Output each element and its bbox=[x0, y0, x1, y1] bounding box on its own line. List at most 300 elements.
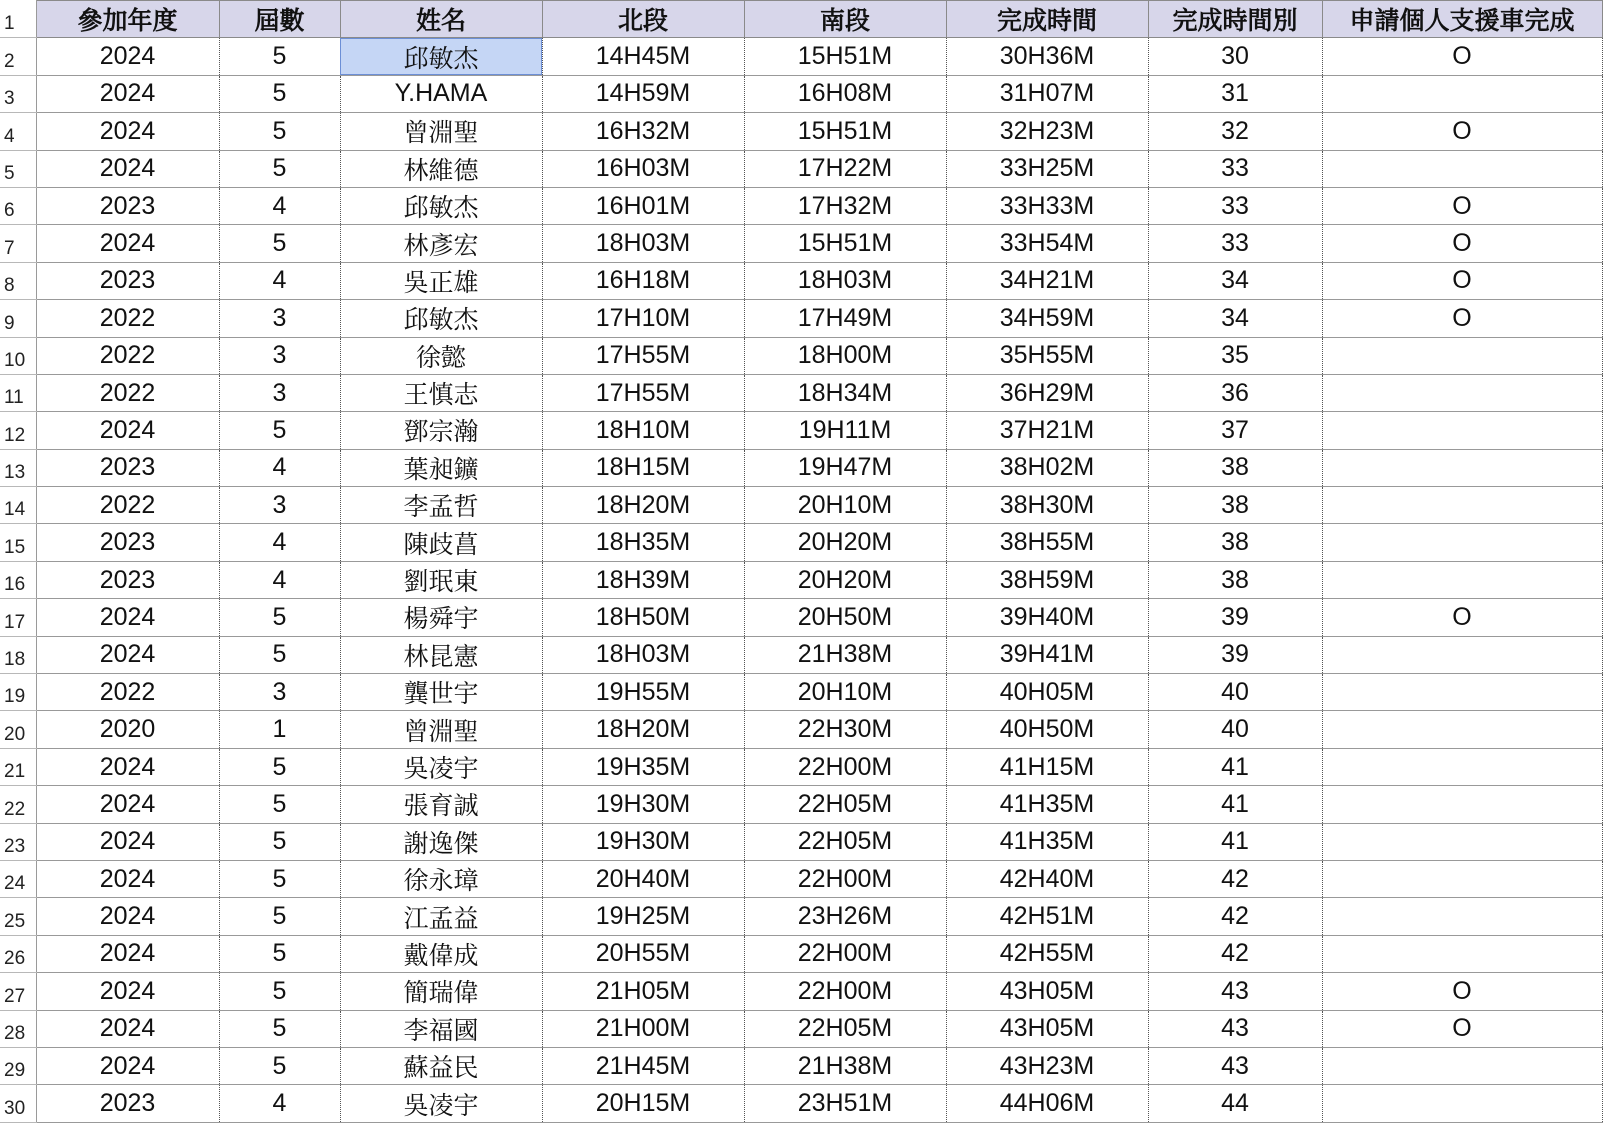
cell-year[interactable]: 2023 bbox=[36, 262, 219, 299]
cell-finish-time[interactable]: 43H05M bbox=[946, 1010, 1148, 1047]
cell-support-car[interactable] bbox=[1322, 823, 1602, 860]
cell-finish-bracket[interactable]: 40 bbox=[1148, 674, 1322, 711]
cell-north[interactable]: 18H50M bbox=[542, 599, 744, 636]
cell-south[interactable]: 17H22M bbox=[744, 150, 946, 187]
row-number[interactable]: 14 bbox=[0, 487, 36, 524]
cell-south[interactable]: 18H00M bbox=[744, 337, 946, 374]
cell-support-car[interactable]: O bbox=[1322, 225, 1602, 262]
cell-finish-time[interactable]: 30H36M bbox=[946, 38, 1148, 75]
cell-finish-bracket[interactable]: 41 bbox=[1148, 823, 1322, 860]
cell-name[interactable]: 李孟哲 bbox=[340, 487, 542, 524]
cell-finish-time[interactable]: 38H30M bbox=[946, 487, 1148, 524]
table-row bbox=[0, 748, 1602, 785]
cell-south[interactable]: 18H34M bbox=[744, 374, 946, 411]
cell-support-car[interactable] bbox=[1322, 935, 1602, 972]
cell-name[interactable]: 蘇益民 bbox=[340, 1047, 542, 1084]
cell-south[interactable]: 20H10M bbox=[744, 487, 946, 524]
cell-edition[interactable]: 5 bbox=[219, 823, 340, 860]
cell-finish-bracket[interactable]: 33 bbox=[1148, 225, 1322, 262]
row-number[interactable]: 13 bbox=[0, 449, 36, 486]
cell-finish-time[interactable]: 40H05M bbox=[946, 674, 1148, 711]
cell-edition[interactable]: 5 bbox=[219, 1010, 340, 1047]
cell-edition[interactable]: 5 bbox=[219, 113, 340, 150]
cell-name[interactable]: 簡瑞偉 bbox=[340, 973, 542, 1010]
cell-name[interactable]: Y.HAMA bbox=[340, 75, 542, 112]
cell-name[interactable]: 鄧宗瀚 bbox=[340, 412, 542, 449]
table-row bbox=[0, 935, 1602, 972]
cell-north[interactable]: 19H35M bbox=[542, 748, 744, 785]
cell-south[interactable]: 15H51M bbox=[744, 225, 946, 262]
cell-name[interactable]: 邱敏杰 bbox=[340, 187, 542, 224]
cell-south[interactable]: 22H05M bbox=[744, 823, 946, 860]
column-header-edition[interactable]: 屆數 bbox=[219, 1, 340, 38]
cell-south[interactable]: 15H51M bbox=[744, 113, 946, 150]
cell-finish-time[interactable]: 43H23M bbox=[946, 1047, 1148, 1084]
table-row bbox=[0, 449, 1602, 486]
cell-name[interactable]: 楊舜宇 bbox=[340, 599, 542, 636]
cell-support-car[interactable] bbox=[1322, 150, 1602, 187]
table-row bbox=[0, 973, 1602, 1010]
cell-finish-time[interactable]: 39H41M bbox=[946, 636, 1148, 673]
cell-finish-time[interactable]: 34H59M bbox=[946, 300, 1148, 337]
cell-finish-time[interactable]: 33H33M bbox=[946, 187, 1148, 224]
cell-edition[interactable]: 5 bbox=[219, 1047, 340, 1084]
table-row bbox=[0, 711, 1602, 748]
cell-edition[interactable]: 5 bbox=[219, 898, 340, 935]
cell-south[interactable]: 17H49M bbox=[744, 300, 946, 337]
cell-year[interactable]: 2020 bbox=[36, 711, 219, 748]
cell-south[interactable]: 21H38M bbox=[744, 636, 946, 673]
cell-finish-bracket[interactable]: 43 bbox=[1148, 1047, 1322, 1084]
cell-south[interactable]: 22H00M bbox=[744, 748, 946, 785]
cell-name[interactable]: 曾淵聖 bbox=[340, 711, 542, 748]
table-row bbox=[0, 524, 1602, 561]
cell-finish-bracket[interactable]: 34 bbox=[1148, 300, 1322, 337]
cell-south[interactable]: 22H00M bbox=[744, 935, 946, 972]
cell-south[interactable]: 22H00M bbox=[744, 973, 946, 1010]
cell-support-car[interactable] bbox=[1322, 449, 1602, 486]
cell-support-car[interactable] bbox=[1322, 1047, 1602, 1084]
cell-support-car[interactable]: O bbox=[1322, 300, 1602, 337]
column-header-finish-time[interactable]: 完成時間 bbox=[946, 1, 1148, 38]
cell-year[interactable]: 2024 bbox=[36, 636, 219, 673]
cell-north[interactable]: 14H45M bbox=[542, 38, 744, 75]
cell-support-car[interactable] bbox=[1322, 711, 1602, 748]
cell-north[interactable]: 14H59M bbox=[542, 75, 744, 112]
table-row bbox=[0, 262, 1602, 299]
cell-south[interactable]: 20H10M bbox=[744, 674, 946, 711]
cell-finish-time[interactable]: 38H02M bbox=[946, 449, 1148, 486]
cell-south[interactable]: 19H11M bbox=[744, 412, 946, 449]
cell-north[interactable]: 20H55M bbox=[542, 935, 744, 972]
cell-support-car[interactable] bbox=[1322, 75, 1602, 112]
cell-name[interactable]: 吳凌宇 bbox=[340, 1085, 542, 1122]
cell-finish-time[interactable]: 42H40M bbox=[946, 860, 1148, 897]
cell-edition[interactable]: 3 bbox=[219, 300, 340, 337]
cell-edition[interactable]: 5 bbox=[219, 225, 340, 262]
cell-finish-time[interactable]: 41H35M bbox=[946, 786, 1148, 823]
cell-finish-bracket[interactable]: 31 bbox=[1148, 75, 1322, 112]
row-number[interactable]: 3 bbox=[0, 75, 36, 112]
cell-north[interactable]: 19H25M bbox=[542, 898, 744, 935]
cell-edition[interactable]: 1 bbox=[219, 711, 340, 748]
cell-name[interactable]: 龔世宇 bbox=[340, 674, 542, 711]
table-row bbox=[0, 1010, 1602, 1047]
cell-finish-time[interactable]: 37H21M bbox=[946, 412, 1148, 449]
cell-edition[interactable]: 4 bbox=[219, 524, 340, 561]
cell-support-car[interactable]: O bbox=[1322, 1010, 1602, 1047]
cell-finish-time[interactable]: 42H51M bbox=[946, 898, 1148, 935]
cell-year[interactable]: 2024 bbox=[36, 150, 219, 187]
table-row bbox=[0, 300, 1602, 337]
cell-support-car[interactable] bbox=[1322, 412, 1602, 449]
table-row bbox=[0, 225, 1602, 262]
cell-finish-bracket[interactable]: 38 bbox=[1148, 524, 1322, 561]
cell-edition[interactable]: 3 bbox=[219, 374, 340, 411]
cell-finish-bracket[interactable]: 38 bbox=[1148, 561, 1322, 598]
cell-finish-time[interactable]: 35H55M bbox=[946, 337, 1148, 374]
cell-support-car[interactable]: O bbox=[1322, 599, 1602, 636]
cell-south[interactable]: 22H00M bbox=[744, 860, 946, 897]
table-row bbox=[0, 113, 1602, 150]
cell-finish-bracket[interactable]: 43 bbox=[1148, 1010, 1322, 1047]
cell-north[interactable]: 16H18M bbox=[542, 262, 744, 299]
cell-north[interactable]: 16H01M bbox=[542, 187, 744, 224]
cell-finish-time[interactable]: 40H50M bbox=[946, 711, 1148, 748]
cell-north[interactable]: 18H35M bbox=[542, 524, 744, 561]
cell-year[interactable]: 2024 bbox=[36, 1010, 219, 1047]
table-row bbox=[0, 898, 1602, 935]
row-number[interactable]: 6 bbox=[0, 187, 36, 224]
table-row bbox=[0, 150, 1602, 187]
cell-support-car[interactable] bbox=[1322, 748, 1602, 785]
cell-north[interactable]: 19H30M bbox=[542, 823, 744, 860]
table-row bbox=[0, 1085, 1602, 1122]
cell-finish-bracket[interactable]: 42 bbox=[1148, 935, 1322, 972]
row-number[interactable]: 11 bbox=[0, 374, 36, 411]
cell-edition[interactable]: 5 bbox=[219, 860, 340, 897]
row-number[interactable]: 18 bbox=[0, 636, 36, 673]
cell-north[interactable]: 18H20M bbox=[542, 711, 744, 748]
row-number[interactable]: 27 bbox=[0, 973, 36, 1010]
row-number[interactable]: 10 bbox=[0, 337, 36, 374]
cell-south[interactable]: 19H47M bbox=[744, 449, 946, 486]
cell-support-car[interactable]: O bbox=[1322, 113, 1602, 150]
cell-name[interactable]: 張育誠 bbox=[340, 786, 542, 823]
cell-north[interactable]: 18H20M bbox=[542, 487, 744, 524]
cell-finish-bracket[interactable]: 43 bbox=[1148, 973, 1322, 1010]
cell-edition[interactable]: 4 bbox=[219, 1085, 340, 1122]
row-number[interactable]: 15 bbox=[0, 524, 36, 561]
cell-year[interactable]: 2024 bbox=[36, 75, 219, 112]
row-number[interactable]: 17 bbox=[0, 599, 36, 636]
cell-year[interactable]: 2023 bbox=[36, 561, 219, 598]
cell-year[interactable]: 2023 bbox=[36, 1085, 219, 1122]
row-number[interactable]: 29 bbox=[0, 1047, 36, 1084]
cell-south[interactable]: 20H50M bbox=[744, 599, 946, 636]
row-number[interactable]: 5 bbox=[0, 150, 36, 187]
row-number[interactable]: 20 bbox=[0, 711, 36, 748]
cell-edition[interactable]: 3 bbox=[219, 487, 340, 524]
cell-finish-time[interactable]: 41H35M bbox=[946, 823, 1148, 860]
cell-finish-time[interactable]: 42H55M bbox=[946, 935, 1148, 972]
cell-support-car[interactable] bbox=[1322, 636, 1602, 673]
cell-finish-bracket[interactable]: 42 bbox=[1148, 898, 1322, 935]
cell-edition[interactable]: 5 bbox=[219, 786, 340, 823]
cell-name[interactable]: 吳凌宇 bbox=[340, 748, 542, 785]
table-row bbox=[0, 786, 1602, 823]
cell-edition[interactable]: 4 bbox=[219, 561, 340, 598]
cell-name[interactable]: 曾淵聖 bbox=[340, 113, 542, 150]
cell-south[interactable]: 22H30M bbox=[744, 711, 946, 748]
cell-support-car[interactable] bbox=[1322, 337, 1602, 374]
cell-year[interactable]: 2024 bbox=[36, 1047, 219, 1084]
table-row bbox=[0, 75, 1602, 112]
cell-finish-bracket[interactable]: 39 bbox=[1148, 599, 1322, 636]
cell-north[interactable]: 19H55M bbox=[542, 674, 744, 711]
cell-south[interactable]: 20H20M bbox=[744, 561, 946, 598]
cell-edition[interactable]: 3 bbox=[219, 337, 340, 374]
row-number[interactable]: 8 bbox=[0, 262, 36, 299]
cell-south[interactable]: 22H05M bbox=[744, 786, 946, 823]
table-row bbox=[0, 599, 1602, 636]
cell-name[interactable]: 陳歧菖 bbox=[340, 524, 542, 561]
cell-north[interactable]: 18H03M bbox=[542, 225, 744, 262]
table-row bbox=[0, 674, 1602, 711]
cell-finish-bracket[interactable]: 37 bbox=[1148, 412, 1322, 449]
cell-year[interactable]: 2022 bbox=[36, 487, 219, 524]
cell-support-car[interactable] bbox=[1322, 860, 1602, 897]
table-row bbox=[0, 412, 1602, 449]
cell-edition[interactable]: 5 bbox=[219, 748, 340, 785]
table-row bbox=[0, 187, 1602, 224]
cell-north[interactable]: 20H15M bbox=[542, 1085, 744, 1122]
cell-finish-time[interactable]: 41H15M bbox=[946, 748, 1148, 785]
cell-support-car[interactable] bbox=[1322, 524, 1602, 561]
cell-edition[interactable]: 3 bbox=[219, 674, 340, 711]
cell-support-car[interactable] bbox=[1322, 786, 1602, 823]
cell-south[interactable]: 17H32M bbox=[744, 187, 946, 224]
cell-year[interactable]: 2024 bbox=[36, 412, 219, 449]
cell-north[interactable]: 19H30M bbox=[542, 786, 744, 823]
table-row bbox=[0, 337, 1602, 374]
cell-year[interactable]: 2024 bbox=[36, 748, 219, 785]
cell-year[interactable]: 2023 bbox=[36, 524, 219, 561]
cell-finish-time[interactable]: 31H07M bbox=[946, 75, 1148, 112]
cell-finish-time[interactable]: 38H59M bbox=[946, 561, 1148, 598]
cell-year[interactable]: 2024 bbox=[36, 898, 219, 935]
cell-support-car[interactable]: O bbox=[1322, 38, 1602, 75]
cell-support-car[interactable] bbox=[1322, 898, 1602, 935]
cell-finish-bracket[interactable]: 33 bbox=[1148, 187, 1322, 224]
cell-south[interactable]: 22H05M bbox=[744, 1010, 946, 1047]
cell-finish-bracket[interactable]: 40 bbox=[1148, 711, 1322, 748]
cell-finish-bracket[interactable]: 41 bbox=[1148, 748, 1322, 785]
column-header-south[interactable]: 南段 bbox=[744, 1, 946, 38]
cell-year[interactable]: 2023 bbox=[36, 449, 219, 486]
cell-finish-time[interactable]: 32H23M bbox=[946, 113, 1148, 150]
table-row bbox=[0, 860, 1602, 897]
row-number[interactable]: 1 bbox=[0, 1, 36, 38]
cell-north[interactable]: 18H39M bbox=[542, 561, 744, 598]
cell-south[interactable]: 21H38M bbox=[744, 1047, 946, 1084]
cell-edition[interactable]: 5 bbox=[219, 935, 340, 972]
cell-south[interactable]: 18H03M bbox=[744, 262, 946, 299]
row-number[interactable]: 7 bbox=[0, 225, 36, 262]
column-header-name[interactable]: 姓名 bbox=[340, 1, 542, 38]
table-row bbox=[0, 636, 1602, 673]
column-header-north[interactable]: 北段 bbox=[542, 1, 744, 38]
cell-finish-time[interactable]: 33H25M bbox=[946, 150, 1148, 187]
cell-finish-bracket[interactable]: 42 bbox=[1148, 860, 1322, 897]
row-number[interactable]: 9 bbox=[0, 300, 36, 337]
cell-name[interactable]: 徐永璋 bbox=[340, 860, 542, 897]
cell-finish-time[interactable]: 44H06M bbox=[946, 1085, 1148, 1122]
cell-support-car[interactable] bbox=[1322, 561, 1602, 598]
row-number[interactable]: 28 bbox=[0, 1010, 36, 1047]
cell-south[interactable]: 16H08M bbox=[744, 75, 946, 112]
cell-finish-time[interactable]: 33H54M bbox=[946, 225, 1148, 262]
cell-name[interactable]: 謝逸傑 bbox=[340, 823, 542, 860]
row-number[interactable]: 12 bbox=[0, 412, 36, 449]
cell-year[interactable]: 2022 bbox=[36, 674, 219, 711]
cell-edition[interactable]: 5 bbox=[219, 412, 340, 449]
cell-name[interactable]: 林昆憲 bbox=[340, 636, 542, 673]
cell-year[interactable]: 2024 bbox=[36, 38, 219, 75]
cell-name[interactable]: 徐懿 bbox=[340, 337, 542, 374]
cell-name[interactable]: 李福國 bbox=[340, 1010, 542, 1047]
column-header-year[interactable]: 參加年度 bbox=[36, 1, 219, 38]
row-number[interactable]: 4 bbox=[0, 113, 36, 150]
cell-edition[interactable]: 5 bbox=[219, 150, 340, 187]
cell-name[interactable]: 葉昶鑛 bbox=[340, 449, 542, 486]
cell-finish-time[interactable]: 34H21M bbox=[946, 262, 1148, 299]
row-number[interactable]: 19 bbox=[0, 674, 36, 711]
cell-year[interactable]: 2024 bbox=[36, 860, 219, 897]
cell-north[interactable]: 17H55M bbox=[542, 374, 744, 411]
row-number[interactable]: 21 bbox=[0, 748, 36, 785]
cell-edition[interactable]: 4 bbox=[219, 262, 340, 299]
cell-name[interactable]: 戴偉成 bbox=[340, 935, 542, 972]
cell-finish-bracket[interactable]: 44 bbox=[1148, 1085, 1322, 1122]
cell-north[interactable]: 18H10M bbox=[542, 412, 744, 449]
cell-year[interactable]: 2023 bbox=[36, 187, 219, 224]
cell-support-car[interactable]: O bbox=[1322, 187, 1602, 224]
row-number[interactable]: 24 bbox=[0, 860, 36, 897]
cell-south[interactable]: 23H51M bbox=[744, 1085, 946, 1122]
cell-name[interactable]: 江孟益 bbox=[340, 898, 542, 935]
cell-north[interactable]: 21H00M bbox=[542, 1010, 744, 1047]
cell-edition[interactable]: 4 bbox=[219, 449, 340, 486]
cell-support-car[interactable]: O bbox=[1322, 262, 1602, 299]
cell-south[interactable]: 20H20M bbox=[744, 524, 946, 561]
cell-name[interactable]: 吳正雄 bbox=[340, 262, 542, 299]
cell-name[interactable]: 王慎志 bbox=[340, 374, 542, 411]
column-header-support-car[interactable]: 申請個人支援車完成 bbox=[1322, 1, 1602, 38]
cell-north[interactable]: 16H03M bbox=[542, 150, 744, 187]
cell-finish-bracket[interactable]: 41 bbox=[1148, 786, 1322, 823]
row-number[interactable]: 16 bbox=[0, 561, 36, 598]
row-number[interactable]: 25 bbox=[0, 898, 36, 935]
cell-year[interactable]: 2022 bbox=[36, 374, 219, 411]
cell-year[interactable]: 2024 bbox=[36, 113, 219, 150]
cell-name[interactable]: 林維德 bbox=[340, 150, 542, 187]
cell-year[interactable]: 2024 bbox=[36, 225, 219, 262]
cell-support-car[interactable] bbox=[1322, 374, 1602, 411]
cell-north[interactable]: 16H32M bbox=[542, 113, 744, 150]
cell-south[interactable]: 23H26M bbox=[744, 898, 946, 935]
row-number[interactable]: 23 bbox=[0, 823, 36, 860]
cell-finish-bracket[interactable]: 30 bbox=[1148, 38, 1322, 75]
cell-edition[interactable]: 5 bbox=[219, 599, 340, 636]
table-row bbox=[0, 487, 1602, 524]
cell-year[interactable]: 2024 bbox=[36, 973, 219, 1010]
cell-finish-time[interactable]: 43H05M bbox=[946, 973, 1148, 1010]
cell-support-car[interactable] bbox=[1322, 1085, 1602, 1122]
cell-north[interactable]: 21H45M bbox=[542, 1047, 744, 1084]
cell-finish-bracket[interactable]: 39 bbox=[1148, 636, 1322, 673]
cell-finish-bracket[interactable]: 32 bbox=[1148, 113, 1322, 150]
cell-north[interactable]: 18H03M bbox=[542, 636, 744, 673]
cell-edition[interactable]: 5 bbox=[219, 973, 340, 1010]
table-row bbox=[0, 1047, 1602, 1084]
table-row bbox=[0, 38, 1602, 75]
cell-name[interactable]: 劉珉東 bbox=[340, 561, 542, 598]
cell-finish-bracket[interactable]: 34 bbox=[1148, 262, 1322, 299]
cell-year[interactable]: 2024 bbox=[36, 935, 219, 972]
row-number[interactable]: 22 bbox=[0, 786, 36, 823]
cell-finish-bracket[interactable]: 38 bbox=[1148, 449, 1322, 486]
cell-finish-bracket[interactable]: 33 bbox=[1148, 150, 1322, 187]
cell-north[interactable]: 20H40M bbox=[542, 860, 744, 897]
selected-cell[interactable]: 邱敏杰 bbox=[340, 38, 542, 75]
cell-finish-time[interactable]: 36H29M bbox=[946, 374, 1148, 411]
row-number[interactable]: 2 bbox=[0, 38, 36, 75]
cell-year[interactable]: 2024 bbox=[36, 599, 219, 636]
cell-finish-time[interactable]: 39H40M bbox=[946, 599, 1148, 636]
cell-edition[interactable]: 5 bbox=[219, 38, 340, 75]
cell-finish-bracket[interactable]: 36 bbox=[1148, 374, 1322, 411]
cell-north[interactable]: 17H10M bbox=[542, 300, 744, 337]
cell-name[interactable]: 林彥宏 bbox=[340, 225, 542, 262]
cell-edition[interactable]: 5 bbox=[219, 636, 340, 673]
cell-year[interactable]: 2022 bbox=[36, 337, 219, 374]
cell-finish-time[interactable]: 38H55M bbox=[946, 524, 1148, 561]
cell-year[interactable]: 2024 bbox=[36, 823, 219, 860]
cell-support-car[interactable] bbox=[1322, 487, 1602, 524]
cell-support-car[interactable] bbox=[1322, 674, 1602, 711]
header-row bbox=[0, 1, 1602, 38]
cell-north[interactable]: 18H15M bbox=[542, 449, 744, 486]
cell-edition[interactable]: 4 bbox=[219, 187, 340, 224]
cell-finish-bracket[interactable]: 35 bbox=[1148, 337, 1322, 374]
cell-north[interactable]: 21H05M bbox=[542, 973, 744, 1010]
cell-north[interactable]: 17H55M bbox=[542, 337, 744, 374]
cell-year[interactable]: 2024 bbox=[36, 786, 219, 823]
column-header-finish-bracket[interactable]: 完成時間別 bbox=[1148, 1, 1322, 38]
cell-support-car[interactable]: O bbox=[1322, 973, 1602, 1010]
cell-south[interactable]: 15H51M bbox=[744, 38, 946, 75]
cell-year[interactable]: 2022 bbox=[36, 300, 219, 337]
table-row bbox=[0, 561, 1602, 598]
row-number[interactable]: 30 bbox=[0, 1085, 36, 1122]
row-number[interactable]: 26 bbox=[0, 935, 36, 972]
cell-edition[interactable]: 5 bbox=[219, 75, 340, 112]
table-row bbox=[0, 374, 1602, 411]
table-row bbox=[0, 823, 1602, 860]
cell-finish-bracket[interactable]: 38 bbox=[1148, 487, 1322, 524]
cell-name[interactable]: 邱敏杰 bbox=[340, 300, 542, 337]
